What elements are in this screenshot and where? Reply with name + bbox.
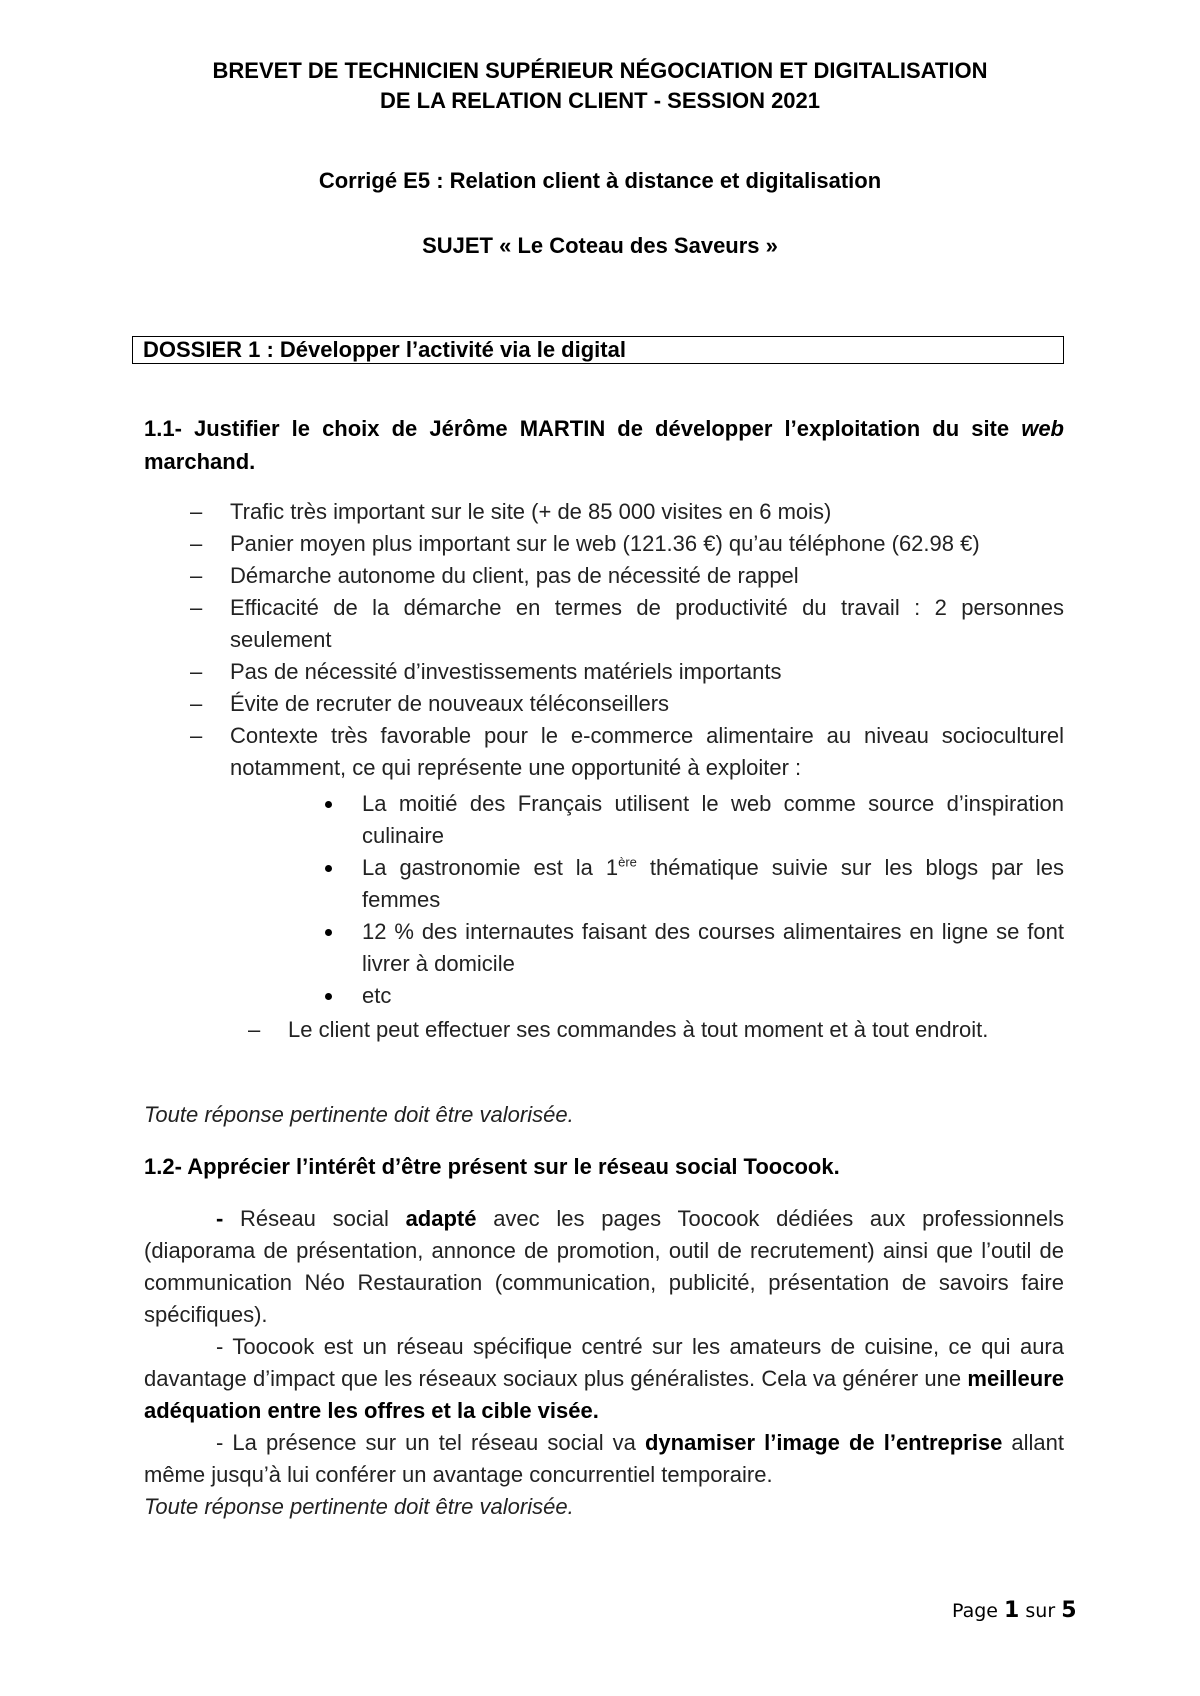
q2-paragraph-1 [144,1203,1064,1331]
dash-marker: – [190,691,203,716]
list-item [190,688,1064,720]
page-footer [952,1598,1077,1623]
q2-p2-bold: meilleure adéquation entre les offres et la cible visée. [144,1366,1064,1423]
bullet-item-text: thématique suivie sur les blogs par les femmes [362,855,1064,912]
q2-p1-text: avec les pages Toocook dédiées aux professionnels (diaporama de présentation, annonce de promotion, outil de recrutement) ainsi que l’outil de communication Néo Restauration (communication, publicité, présentation de savoirs faire spécifiques). [144,1206,1064,1327]
dash-marker: – [190,723,203,748]
bullet-dot-icon [325,929,332,936]
list-item-text: Trafic très important sur le site (+ de 85 000 visites en 6 mois) [230,499,832,524]
dash-marker: – [190,563,203,588]
q1-title-part1: 1.1- Justifier le choix de Jérôme MARTIN de développer l’exploitation du site [144,416,1022,441]
q2-paragraphs [144,1203,1064,1523]
list-item [190,528,1064,560]
list-item-text: Évite de recruter de nouveaux téléconseillers [230,691,670,716]
q2-p3-bold: dynamiser l’image de l’entreprise [644,1430,1003,1455]
bullet-item [322,980,1064,1012]
bullet-item [322,788,1064,852]
superscript: ère [618,854,637,870]
list-item-text: Panier moyen plus important sur le web (121.36 €) qu’au téléphone (62.98 €) [230,531,980,556]
list-item [190,496,1064,528]
bullet-dot-icon [325,801,332,808]
footer-page-total: 5 [1061,1598,1077,1623]
document-subtitle: Corrigé E5 : Relation client à distance et digitalisation [318,168,882,193]
footer-page-word: Page [952,1600,998,1622]
q2-p1-bold: adapté [405,1206,477,1231]
dash-marker: – [248,1017,261,1042]
dash-marker: – [190,659,203,684]
list-item-text: Efficacité de la démarche en termes de productivité du travail : 2 personnes seulement [230,595,1064,652]
bullet-dot-icon [325,865,332,872]
bullet-dot-icon [325,993,332,1000]
q2-note: Toute réponse pertinente doit être valorisée. [144,1494,574,1519]
bullet-item [322,916,1064,980]
list-item [190,720,1064,784]
bullet-item-text: etc [362,983,392,1008]
q1-last-item [248,1014,1064,1046]
dash-marker: – [190,595,203,620]
q1-title-emphasis: web [1021,416,1064,441]
q1-bullet-list [322,788,1064,1012]
q2-p1-dash: - [216,1206,241,1231]
q1-note: Toute réponse pertinente doit être valorisée. [144,1102,574,1127]
dossier-title: DOSSIER 1 : Développer l’activité via le digital [143,337,626,362]
question-1-1-title [144,412,1064,478]
bullet-item-text: 12 % des internautes faisant des courses alimentaires en ligne se font livrer à domicile [362,919,1064,976]
footer-page-number: 1 [1004,1598,1020,1623]
q2-p3-text: allant même jusqu’à lui conférer un avantage concurrentiel temporaire. [144,1430,1064,1487]
q1-title-part2: marchand. [144,449,256,474]
list-item [190,560,1064,592]
list-item-text: Contexte très favorable pour le e-commerce alimentaire au niveau socioculturel notamment, ce qui représente une opportunité à exploiter : [230,723,1064,780]
list-item-text: Démarche autonome du client, pas de nécessité de rappel [230,563,799,588]
list-item-text: Pas de nécessité d’investissements matériels importants [230,659,782,684]
header-line-1: BREVET DE TECHNICIEN SUPÉRIEUR NÉGOCIATION ET DIGITALISATION [212,58,988,83]
q1-dash-list [190,496,1064,784]
q2-p1-text: Réseau social [240,1206,406,1231]
bullet-item-text: La gastronomie est la 1 [362,855,619,880]
subject-title: SUJET « Le Coteau des Saveurs » [422,233,778,258]
q2-p3-text: - La présence sur un tel réseau social va [216,1430,645,1455]
bullet-item [322,852,1064,916]
dash-marker: – [190,499,203,524]
header-line-2: DE LA RELATION CLIENT - SESSION 2021 [379,88,821,113]
q2-p2-text: - Toocook est un réseau spécifique centré sur les amateurs de cuisine, ce qui aura davantage d’impact que les réseaux sociaux plus généralistes. Cela va générer une [144,1334,1064,1391]
bullet-item-text: La moitié des Français utilisent le web comme source d’inspiration culinaire [362,791,1064,848]
footer-of-word: sur [1025,1600,1056,1622]
list-item [248,1014,1064,1046]
dash-marker: – [190,531,203,556]
list-item [190,656,1064,688]
list-item-text: Le client peut effectuer ses commandes à tout moment et à tout endroit. [288,1017,989,1042]
list-item [190,592,1064,656]
question-1-2-title: 1.2- Apprécier l’intérêt d’être présent sur le réseau social Toocook. [144,1154,840,1179]
q2-paragraph-2 [144,1331,1064,1427]
q2-paragraph-3 [144,1427,1064,1491]
